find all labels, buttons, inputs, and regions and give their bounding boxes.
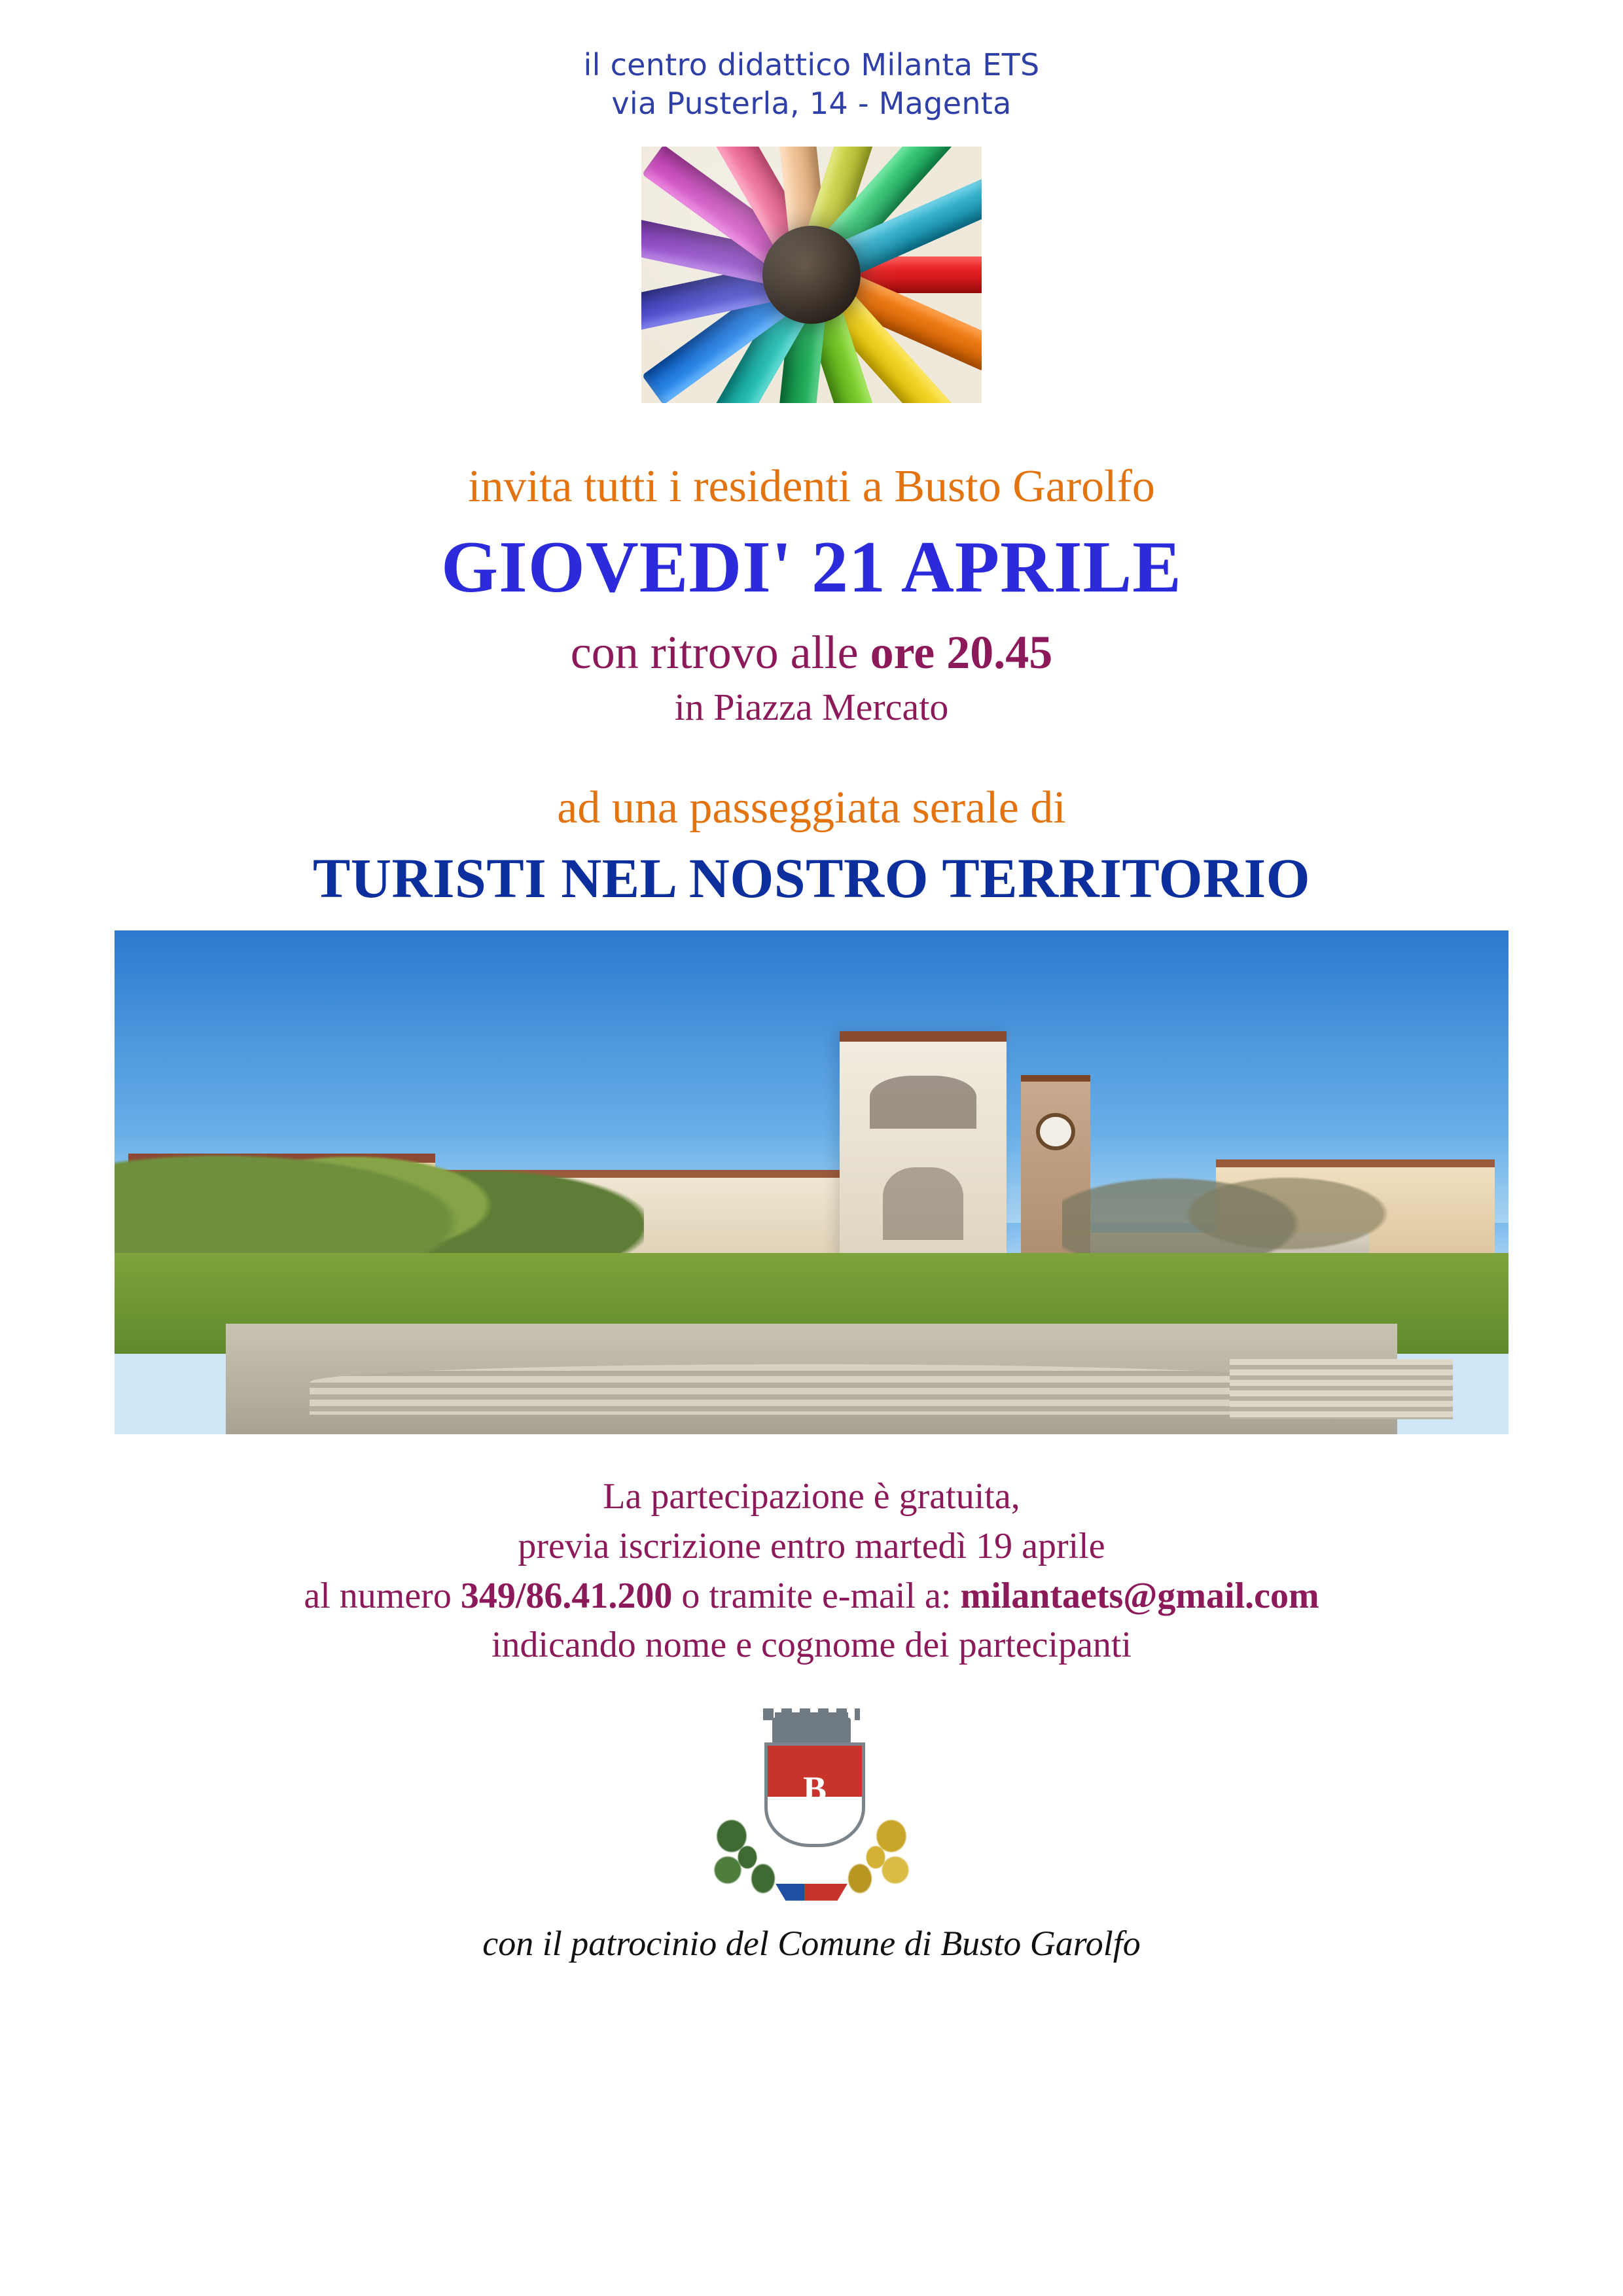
- shield-letter: B: [802, 1769, 827, 1809]
- venue-photo: [115, 930, 1508, 1434]
- ribbon-icon: [776, 1884, 847, 1901]
- mural-crown-icon: [772, 1718, 851, 1744]
- time-prefix: con ritrovo alle: [570, 626, 870, 679]
- photo-main-tower: [840, 1031, 1007, 1284]
- phone-prefix: al numero: [304, 1575, 461, 1616]
- organizer-block: [583, 46, 1039, 123]
- organizer-address: via Pusterla, 14 - Magenta: [611, 85, 1012, 121]
- invitation-line: invita tutti i residenti a Busto Garolfo: [468, 461, 1155, 512]
- coat-of-arms-icon: [713, 1718, 910, 1901]
- email-prefix: o tramite e-mail a:: [672, 1575, 961, 1616]
- pencil-tips-center: [762, 226, 861, 324]
- patronage-line: con il patrocinio del Comune di Busto Garolfo: [482, 1923, 1141, 1963]
- activity-intro: ad una passeggiata serale di: [557, 783, 1066, 834]
- event-time-line: [571, 625, 1052, 680]
- phone-number: 349/86.41.200: [460, 1575, 673, 1616]
- info-line-4: indicando nome e cognome dei partecipanti: [491, 1625, 1132, 1666]
- photo-trees-right: [1062, 1132, 1425, 1263]
- event-date: GIOVEDI' 21 APRILE: [441, 526, 1182, 608]
- email-address[interactable]: milantaets@gmail.com: [960, 1575, 1319, 1616]
- info-line-1: La partecipazione è gratuita,: [603, 1476, 1020, 1517]
- info-line-2: previa iscrizione entro martedì 19 aprile: [518, 1525, 1105, 1566]
- shield-icon: [764, 1742, 865, 1847]
- colored-pencils-image: [641, 147, 982, 403]
- registration-info: [304, 1472, 1319, 1670]
- photo-trees-left: [115, 1102, 644, 1273]
- event-title: TURISTI NEL NOSTRO TERRITORIO: [313, 847, 1310, 910]
- photo-steps: [310, 1364, 1313, 1415]
- time-value: ore 20.45: [870, 626, 1053, 679]
- photo-steps-right: [1230, 1359, 1453, 1419]
- info-line-3: [304, 1572, 1319, 1621]
- organizer-name: il centro didattico Milanta ETS: [583, 47, 1040, 82]
- event-place: in Piazza Mercato: [674, 685, 949, 728]
